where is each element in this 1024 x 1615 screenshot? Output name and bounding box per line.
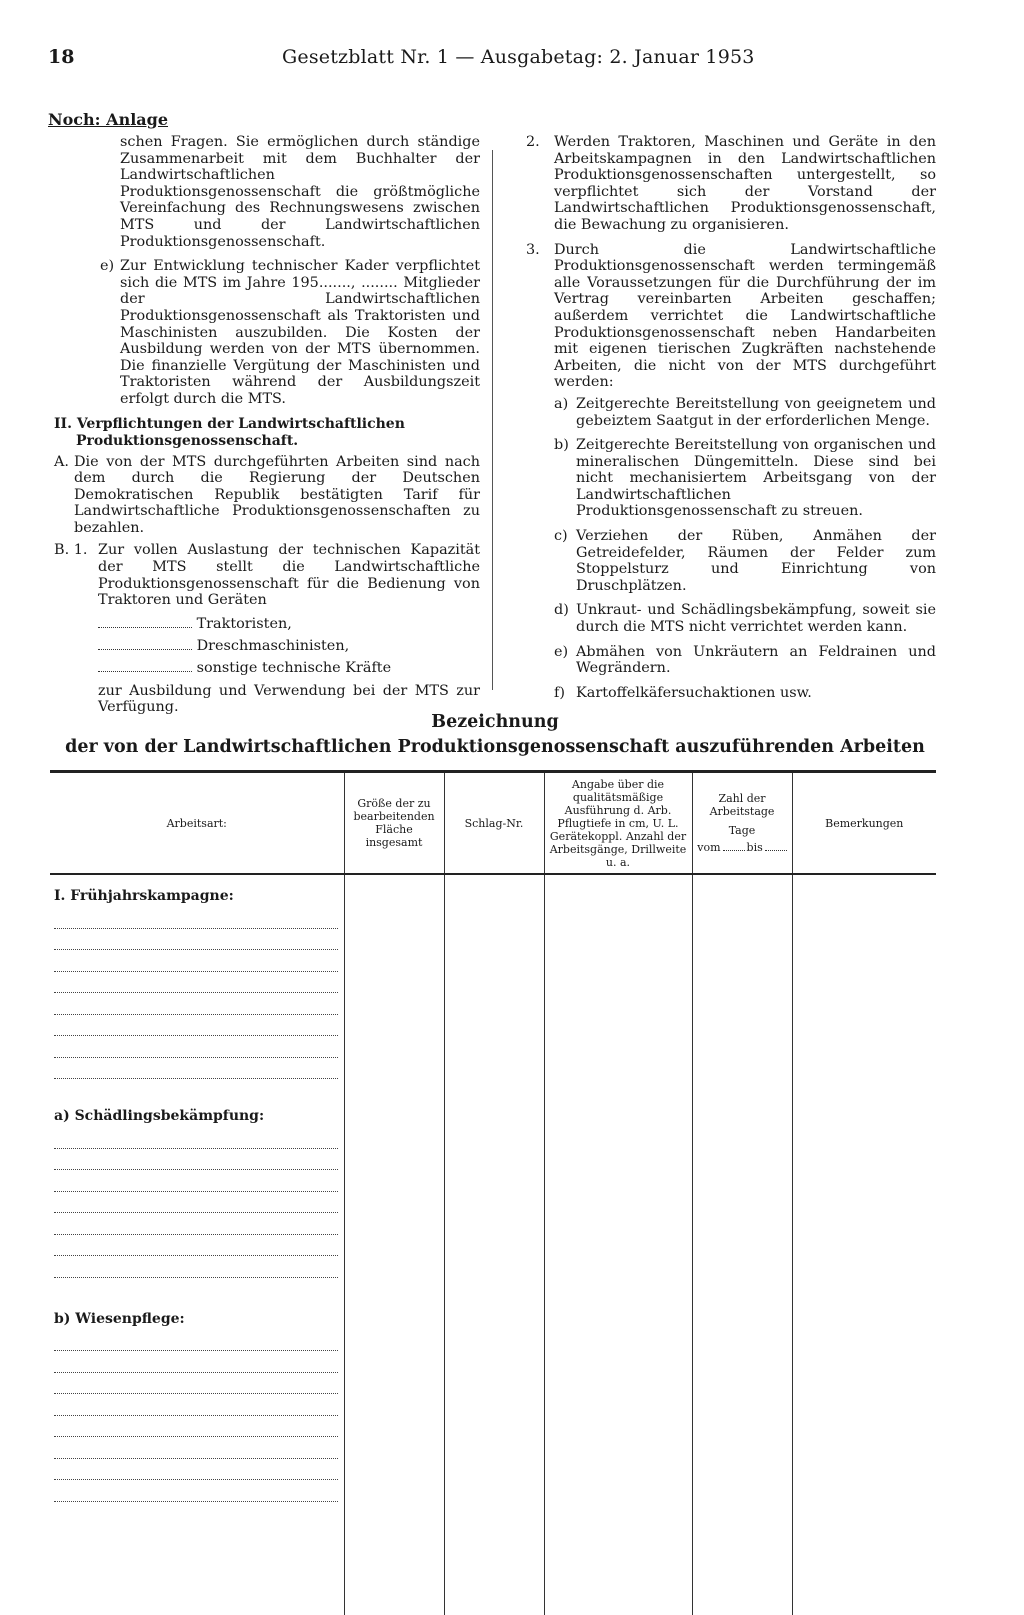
section-ii-line2: Produktionsgenossenschaft. (76, 432, 299, 449)
blank-line (54, 950, 338, 972)
blank-line (54, 1459, 338, 1481)
table-title (0, 710, 990, 760)
running-title: Gesetzblatt Nr. 1 — Ausgabetag: 2. Januar 1953 (282, 46, 755, 68)
flaeche-cell (344, 874, 444, 1615)
anlage-label: Noch: Anlage (48, 110, 169, 129)
section-ii-heading (54, 416, 480, 450)
blank-line (54, 1437, 338, 1459)
works-table (50, 770, 936, 1615)
blank-line (54, 993, 338, 1015)
header-schlag-nr: Schlag-Nr. (444, 772, 544, 875)
blank-line (54, 907, 338, 929)
subitem-label: a) (554, 395, 569, 412)
blank-line (54, 929, 338, 951)
left-column (54, 134, 480, 716)
blank-field (98, 637, 192, 650)
blank-line (54, 972, 338, 994)
blank-line (54, 1373, 338, 1395)
header-arbeitsart: Arbeitsart: (50, 772, 344, 875)
staff-traktoristen (98, 613, 480, 635)
header-qualitaet: Angabe über die qualitätsmäßige Ausführung d. Arb. Pflugtiefe in cm, U. L. Gerätekoppl. Anzahl der Arbeitsgänge, Drillweite u. a. (544, 772, 692, 875)
blank-line (54, 1330, 338, 1352)
table-body-row (50, 874, 936, 1615)
header-bemerkungen: Bemerkungen (792, 772, 936, 875)
bemerkungen-cell (792, 874, 936, 1615)
item-3 (526, 242, 936, 391)
header-arbeitstage (692, 772, 792, 875)
subitem-c (554, 528, 936, 594)
blank-line (54, 1416, 338, 1438)
blank-field (723, 850, 745, 851)
tage-to-label: bis (746, 841, 763, 854)
subitem-b (554, 437, 936, 520)
blank-line (54, 1149, 338, 1171)
blank-line (54, 1213, 338, 1235)
subitem-text: Unkraut- und Schädlingsbekämpfung, soweit sie durch die MTS nicht verrichtet werden kann. (576, 602, 936, 636)
tage-from-label: vom (697, 841, 721, 854)
subitem-list (554, 396, 936, 702)
item-a-text: Die von der MTS durchgeführten Arbeiten sind nach dem durch die Regierung der Deutschen Demokratischen Republik bestätigten Tarif für Landwirtschaftliche Produktionsgenossenschaften zu bezahlen. (74, 453, 480, 536)
tage-label: Tage (728, 824, 756, 837)
table-title-line1: Bezeichnung (431, 712, 559, 732)
right-column (526, 134, 936, 701)
staff-list (98, 613, 480, 679)
header-flaeche: Größe der zu bearbeitenden Fläche insgesamt (344, 772, 444, 875)
blank-line (54, 1394, 338, 1416)
blank-field (98, 659, 192, 672)
item-2-label: 2. (526, 134, 540, 150)
item-3-label: 3. (526, 241, 540, 258)
blank-line (54, 1192, 338, 1214)
item-a (54, 454, 480, 537)
arbeitstage-cell (692, 874, 792, 1615)
blank-line (54, 1256, 338, 1278)
item-2-text: Werden Traktoren, Maschinen und Geräte in den Arbeitskampagnen in den Landwirtschaftlichen Produktionsgenossenschaften untergestellt, so verpflichtet sich der Vorstand der Landwirtschaftlichen Produktionsgenossenschaft, die Bewachung zu organisieren. (554, 134, 936, 233)
blank-field (765, 850, 787, 851)
blank-line (54, 1351, 338, 1373)
subitem-text: Verziehen der Rüben, Anmähen der Getreidefelder, Räumen der Felder zum Stoppelsturz und Einrichtung von Druschplätzen. (576, 528, 936, 594)
section-wiesenpflege: b) Wiesenpflege: (54, 1310, 185, 1327)
item-b1-text: Zur vollen Auslastung der technischen Kapazität der MTS stellt die Landwirtschaftliche Produktionsgenossenschaft für die Bedienung von Traktoren und Geräten (98, 542, 480, 609)
subitem-text: Kartoffelkäfersuchaktionen usw. (576, 684, 812, 701)
staff-sonstige (98, 657, 480, 679)
subitem-d (554, 602, 936, 635)
staff-label: sonstige technische Kräfte (196, 659, 392, 676)
qualitaet-cell (544, 874, 692, 1615)
blank-lines-group (50, 1127, 344, 1278)
section-ii-line1: II. Verpflichtungen der Landwirtschaftlichen (54, 415, 405, 432)
table-header-row (50, 772, 936, 875)
staff-label: Dreschmaschinisten, (196, 637, 350, 654)
item-b1-label: B. 1. (54, 542, 88, 559)
table-title-line2: der von der Landwirtschaftlichen Produktionsgenossenschaft auszuführenden Arbeiten (65, 737, 925, 757)
subitem-a (554, 396, 936, 429)
blank-line (54, 1058, 338, 1080)
subitem-label: b) (554, 437, 569, 454)
item-e-label: e) (100, 258, 115, 275)
blank-line (54, 1480, 338, 1502)
subitem-label: e) (554, 643, 569, 660)
section-fruehjahrskampagne: I. Frühjahrskampagne: (54, 888, 234, 904)
arbeitstage-label: Zahl der Arbeitstage (709, 792, 775, 818)
subitem-text: Abmähen von Unkräutern an Feldrainen und Wegrändern. (576, 643, 936, 677)
page-number: 18 (48, 46, 75, 68)
subitem-e (554, 644, 936, 677)
blank-field (98, 615, 192, 628)
staff-label: Traktoristen, (196, 615, 292, 632)
item-3-text: Durch die Landwirtschaftliche Produktionsgenossenschaft werden termingemäß alle Voraussetzungen für die Durchführung der im Vertrag vereinbarten Arbeiten geschaffen; außerdem verrichtet die Landwirtschaftliche Produktionsgenossenschaft neben Handarbeiten mit eigenen tierischen Zugkräften nachstehende Arbeiten, die nicht von der MTS durchgeführt werden: (554, 241, 936, 391)
item-b1 (54, 542, 480, 608)
subitem-label: f) (554, 684, 565, 701)
schlag-nr-cell (444, 874, 544, 1615)
subitem-text: Zeitgerechte Bereitstellung von geeignetem und gebeiztem Saatgut in der erforderlichen Menge. (576, 395, 936, 429)
intro-continuation: schen Fragen. Sie ermöglichen durch ständige Zusammenarbeit mit dem Buchhalter der Landwirtschaftlichen Produktionsgenossenschaft die größtmögliche Vereinfachung des Rechnungswesens zwischen MTS und der Landwirtschaftlichen Produktionsgenossenschaft. (120, 134, 480, 250)
blank-line (54, 1036, 338, 1058)
staff-dreschmaschinisten (98, 635, 480, 657)
blank-line (54, 1127, 338, 1149)
blank-lines-group (50, 907, 344, 1079)
section-schaedlingsbekaempfung: a) Schädlingsbekämpfung: (54, 1108, 265, 1124)
closing-text: zur Ausbildung und Verwendung bei der MTS zur Verfügung. (98, 682, 480, 716)
subitem-label: d) (554, 602, 569, 619)
item-e (100, 258, 480, 407)
subitem-f (554, 685, 936, 702)
page-header (48, 46, 938, 76)
item-a-label: A. (54, 453, 69, 470)
item-2 (526, 134, 936, 234)
blank-line (54, 1170, 338, 1192)
blank-line (54, 1235, 338, 1257)
arbeitsart-cell (50, 874, 344, 1615)
column-divider (492, 150, 493, 690)
item-e-text: Zur Entwicklung technischer Kader verpflichtet sich die MTS im Jahre 195......., ........ Mitglieder der Landwirtschaftlichen Produktionsgenossenschaft als Traktoristen und Maschinisten auszubilden. Die Kosten der Ausbildung werden von der MTS übernommen. Die finanzielle Vergütung der Maschinisten und Traktoristen während der Ausbildungszeit erfolgt durch die MTS. (120, 258, 480, 407)
tage-range (697, 841, 787, 854)
subitem-label: c) (554, 528, 568, 545)
blank-lines-group (50, 1330, 344, 1502)
blank-line (54, 1015, 338, 1037)
subitem-text: Zeitgerechte Bereitstellung von organischen und mineralischen Düngemitteln. Diese sind bei nicht mechanisiertem Arbeitsgang von der Landwirtschaftlichen Produktionsgenossenschaft zu streuen. (576, 437, 936, 520)
